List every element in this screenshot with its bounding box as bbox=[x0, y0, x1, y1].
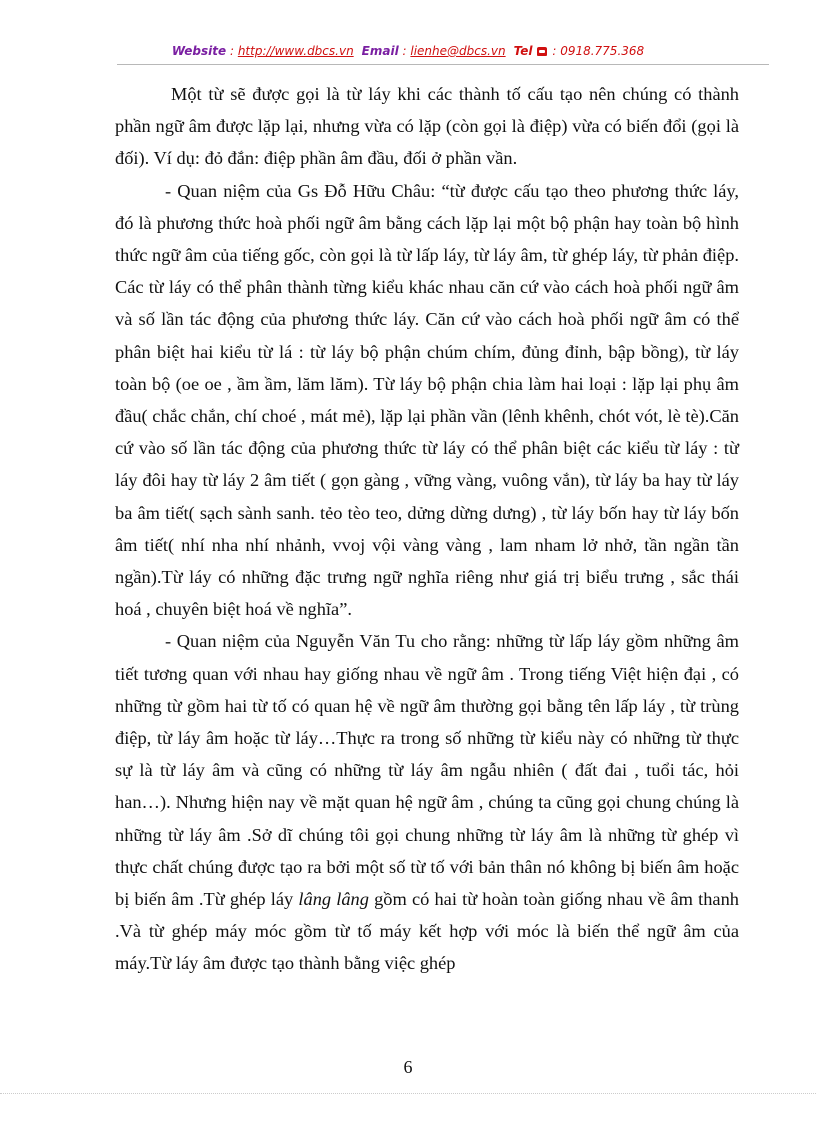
email-label: Email bbox=[361, 44, 399, 58]
paragraph-3-text-start: - Quan niệm của Nguyễn Văn Tu cho rằng: những từ lấp láy gồm những âm tiết tương quan với nhau hay giống nhau về ngữ âm . Trong tiếng Việt hiện đại , có những từ gồm hai từ tố có quan hệ về ngữ âm thường gọi bằng tên lấp láy , từ trùng điệp, từ láy âm hoặc từ láy…Thực ra trong số những từ kiểu này có những từ thực sự là từ láy âm và cũng có những từ láy âm ngẫu nhiên ( đất đai , tuổi tác, hỏi han…). Nhưng hiện nay về mặt quan hệ ngữ âm , chúng ta cũng gọi chung chúng là những từ láy âm .Sở dĩ chúng tôi gọi chung những từ láy âm là những từ ghép vì thực chất chúng được tạo ra bởi một số từ tố với bản thân nó không bị biến âm hoặc bị biến âm .Từ ghép láy bbox=[115, 631, 739, 910]
footer-divider bbox=[0, 1093, 816, 1094]
website-colon: : bbox=[226, 44, 238, 58]
page-header bbox=[0, 44, 816, 58]
paragraph-3-italic-term: lâng lâng bbox=[298, 889, 369, 910]
phone-icon bbox=[537, 47, 547, 56]
paragraph-3 bbox=[115, 625, 739, 979]
tel-label: Tel bbox=[513, 44, 533, 58]
email-colon: : bbox=[398, 44, 411, 58]
paragraph-1: Một từ sẽ được gọi là từ láy khi các thành tố cấu tạo nên chúng có thành phần ngữ âm được lặp lại, nhưng vừa có lặp (còn gọi là điệp) vừa có biến đổi (gọi là đối). Ví dụ: đỏ đắn: điệp phần âm đầu, đối ở phần vần. bbox=[115, 84, 739, 169]
paragraph-2: - Quan niệm của Gs Đỗ Hữu Châu: “từ được cấu tạo theo phương thức láy, đó là phương thức hoà phối ngữ âm bằng cách lặp lại một bộ phận hay toàn bộ hình thức ngữ âm của tiếng gốc, còn gọi là từ lấp láy, từ láy âm, từ ghép láy, từ phản điệp. Các từ láy có thể phân thành từng kiểu khác nhau căn cứ vào cách hoà phối ngữ âm và số lần tác động của phương thức láy. Căn cứ vào cách hoà phối ngữ âm có thể phân biệt hai kiểu từ lá : từ láy bộ phận chúm chím, đủng đỉnh, bập bồng), từ láy toàn bộ (oe oe , ầm ầm, lăm lăm). Từ láy bộ phận chia làm hai loại : lặp lại phụ âm đầu( chắc chắn, chí choé , mát mẻ), lặp lại phần vần (lênh khênh, chót vót, lè tè).Căn cứ vào số lần tác động của phương thức từ láy có thể phân biệt các kiểu từ láy : từ láy đôi hay từ láy 2 âm tiết ( gọn gàng , vững vàng, vuông vắn), từ láy ba hay từ láy ba âm tiết( sạch sành sanh. tẻo tèo teo, dửng dừng dưng) , từ láy bốn hay từ láy bốn âm tiết( nhí nha nhí nhảnh, vvoj vội vàng vàng , lam nham lở nhở, tần ngần tần ngần).Từ láy có những đặc trưng ngữ nghĩa riêng như giá trị biểu trưng , sắc thái hoá , chuyên biệt hoá về nghĩa”. bbox=[115, 180, 739, 620]
website-label: Website bbox=[171, 44, 227, 58]
tel-number: : 0918.775.368 bbox=[548, 44, 645, 58]
page-number: 6 bbox=[403, 1057, 413, 1077]
header-divider bbox=[117, 64, 769, 65]
website-link[interactable]: http://www.dbcs.vn bbox=[237, 44, 354, 58]
document-body bbox=[115, 78, 739, 980]
email-link[interactable]: lienhe@dbcs.vn bbox=[410, 44, 506, 58]
paragraph-3-text-end: gồm có hai từ hoàn toàn giống nhau về âm thanh .Và từ ghép máy móc gồm từ tố máy kết hợp với móc là biến thể ngữ âm của máy.Từ láy âm được tạo thành bằng việc ghép bbox=[115, 889, 739, 974]
